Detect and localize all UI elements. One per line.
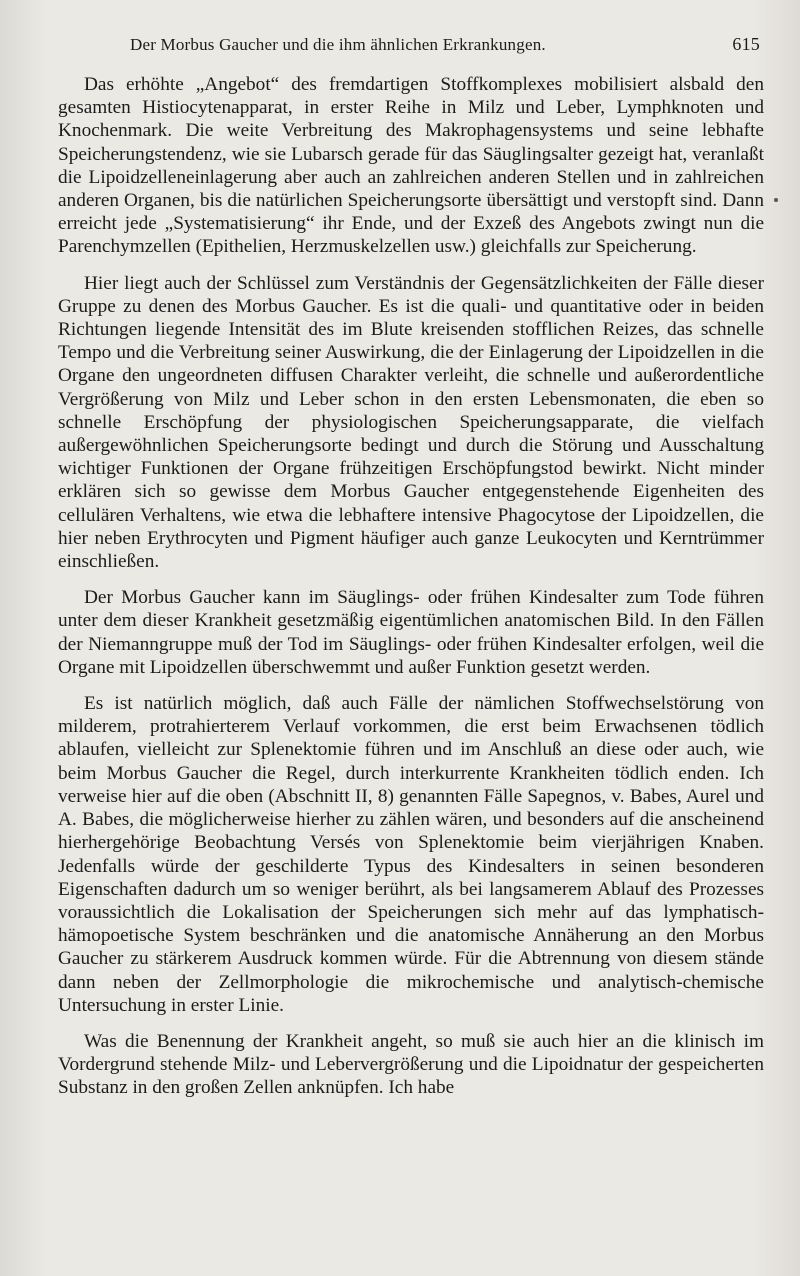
paragraph: Was die Benennung der Krankheit angeht, so muß sie auch hier an die klinisch im Vordergrund stehende Milz- und Lebervergrößerung und die Lipoidnatur der gespeicherten Substanz in den großen Zellen anknüpfen. Ich habe [58,1030,764,1099]
paragraph: Es ist natürlich möglich, daß auch Fälle der nämlichen Stoffwechselstörung von milderem, protrahierterem Verlauf vorkommen, die erst beim Erwachsenen tödlich ablaufen, vielleicht zur Splenektomie führen und im Anschluß an diese oder auch, wie beim Morbus Gaucher die Regel, durch interkurrente Krankheiten tödlich enden. Ich verweise hier auf die oben (Abschnitt II, 8) genannten Fälle Sapegnos, v. Babes, Aurel und A. Babes, die möglicherweise hierher zu zählen wären, und besonders auf die anscheinend hierhergehörige Beobachtung Versés von Splenektomie beim vierjährigen Knaben. Jedenfalls würde der geschilderte Typus des Kindesalters in seinen besonderen Eigenschaften dadurch um so weniger berührt, als bei langsamerem Ablauf des Prozesses voraussichtlich die Lokalisation der Speicherungen sich mehr auf das lymphatisch-hämopoetische System beschränken und die anatomische Annäherung an den Morbus Gaucher zu stärkerem Ausdruck kommen würde. Für die Abtrennung von diesem stände dann neben der Zellmorphologie die mikrochemische und analytisch-chemische Untersuchung in erster Linie. [58,693,764,1016]
body-text [58,73,764,1100]
paragraph: Der Morbus Gaucher kann im Säuglings- oder frühen Kindesalter zum Tode führen unter dem dieser Krankheit gesetzmäßig eigentümlichen anatomischen Bild. In den Fällen der Niemanngruppe muß der Tod im Säuglings- oder frühen Kindesalter erfolgen, weil die Organe mit Lipoidzellen überschwemmt und außer Funktion gesetzt werden. [58,587,764,678]
running-header [58,34,764,55]
paragraph: Hier liegt auch der Schlüssel zum Verständnis der Gegensätzlichkeiten der Fälle dieser Gruppe zu denen des Morbus Gaucher. Es ist die quali- und quantitative oder in beiden Richtungen liegende Intensität des im Blute kreisenden stofflichen Reizes, das schnelle Tempo und die Verbreitung seiner Auswirkung, die der Einlagerung der Lipoidzellen in die Organe den ungeordneten diffusen Charakter verleiht, die schnelle und außerordentliche Vergrößerung von Milz und Leber schon in den ersten Lebensmonaten, die eben so schnelle Erschöpfung der physiologischen Speicherungsapparate, die vielfach außergewöhnlichen Speicherungsorte bedingt und durch die Störung und Ausschaltung wichtiger Funktionen der Organe frühzeitigen Erschöpfungstod bewirkt. Nicht minder erklären sich so gewisse dem Morbus Gaucher entgegenstehende Eigenheiten des cellulären Verhaltens, wie etwa die lebhaftere intensive Phagocytose der Lipoidzellen, die hier neben Erythrocyten und Pigment häufiger auch ganze Leukocyten und Kerntrümmer einschließen. [58,272,764,573]
page-number: 615 [732,34,760,54]
margin-dot [774,198,778,202]
paragraph: Das erhöhte „Angebot“ des fremdartigen Stoffkomplexes mobilisiert alsbald den gesamten Histiocytenapparat, in erster Reihe in Milz und Leber, Lymphknoten und Knochenmark. Die weite Verbreitung des Makrophagensystems und seine lebhafte Speicherungstendenz, wie sie Lubarsch gerade für das Säuglingsalter gezeigt hat, veranlaßt die Lipoidzelleneinlagerung aber auch an zahlreichen anderen Stellen und in zahlreichen anderen Organen, bis die natürlichen Speicherungsorte übersättigt und verstopft sind. Dann erreicht jede „Systematisierung“ ihr Ende, und der Exzeß des Angebots zwingt nun die Parenchymzellen (Epithelien, Herzmuskelzellen usw.) gleichfalls zur Speicherung. [58,74,764,258]
running-title: Der Morbus Gaucher und die ihm ähnlichen Erkrankungen. [130,35,546,54]
